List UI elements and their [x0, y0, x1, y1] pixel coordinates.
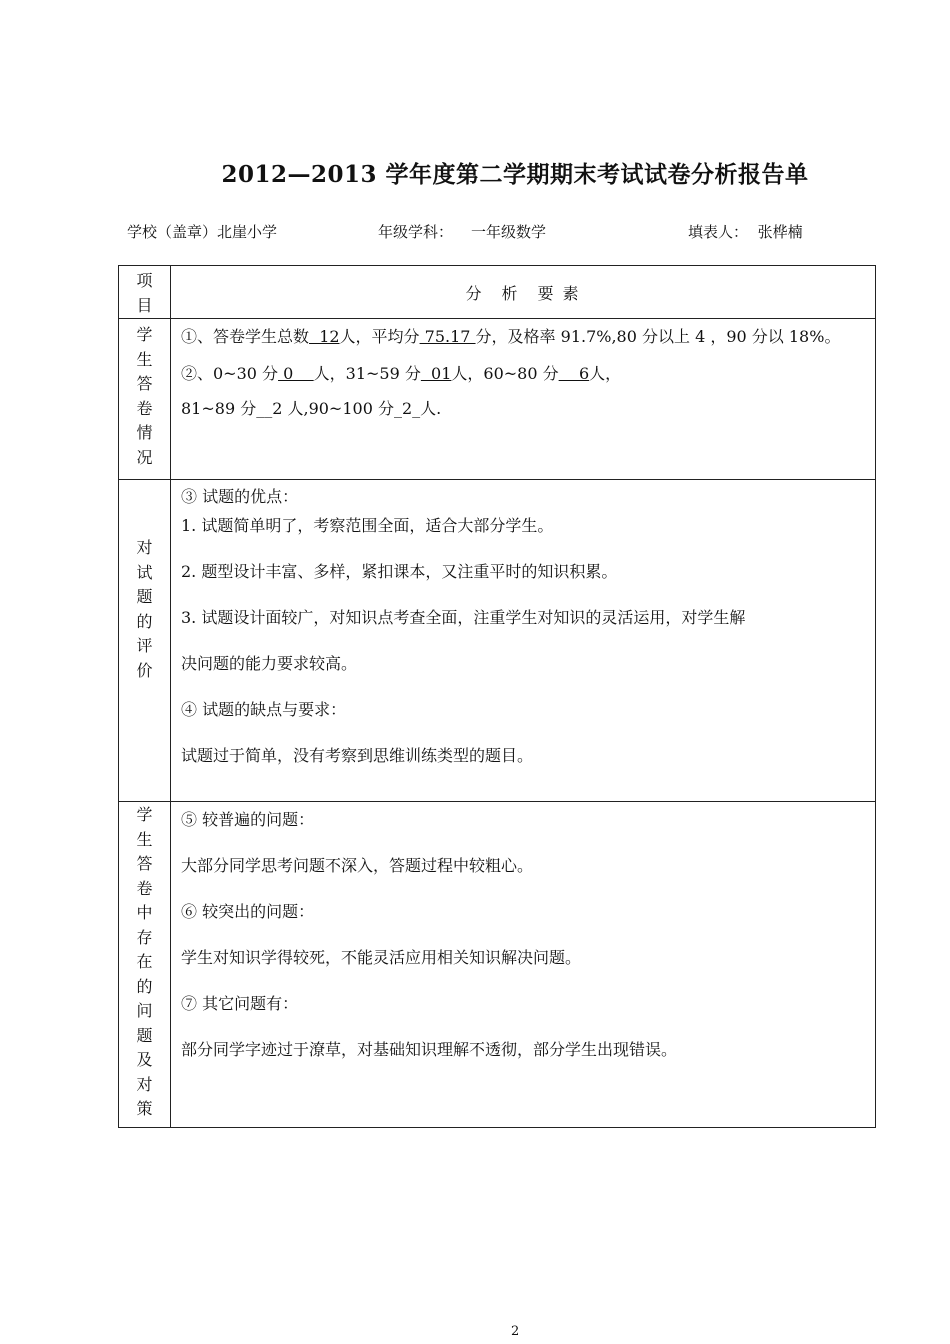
range-60-80: 6	[558, 364, 590, 383]
answer-status-label	[119, 319, 171, 480]
evaluation-line: ④ 试题的缺点与要求：	[181, 700, 347, 719]
label-char: 对	[136, 1074, 153, 1094]
answer-status-row	[119, 319, 876, 480]
label-char: 生	[136, 829, 153, 849]
evaluation-label	[119, 480, 171, 802]
filler-label: 填表人：	[688, 223, 749, 241]
analysis-header: 分 析 要 素	[171, 266, 876, 319]
school-field: 学校（盖章）北崖小学	[127, 223, 278, 241]
header-row	[119, 266, 876, 319]
label-char: 卷	[136, 878, 153, 898]
range-0-30: 0	[278, 364, 314, 383]
label-char: 存	[136, 927, 153, 947]
problems-row	[119, 802, 876, 1128]
label-char: 学	[136, 325, 153, 344]
grade-subject-field	[378, 221, 546, 242]
analysis-table	[118, 265, 876, 1128]
label-char: 评	[136, 636, 153, 655]
label-char: 题	[136, 587, 153, 606]
item-header-char: 目	[136, 295, 153, 315]
problems-line: 大部分同学思考问题不深入，答题过程中较粗心。	[181, 856, 534, 875]
problems-line: ⑥ 较突出的问题：	[181, 902, 315, 921]
grade-subject-value: 一年级数学	[471, 223, 547, 241]
item-header	[119, 266, 171, 319]
label-char: 的	[136, 611, 153, 631]
page-number: 2	[511, 1324, 520, 1339]
label-char: 情	[136, 423, 153, 442]
label-char: 答	[136, 374, 153, 393]
total-students: 12	[309, 327, 340, 346]
label-char: 题	[136, 1025, 153, 1045]
problems-label	[119, 802, 171, 1128]
label-char: 试	[136, 562, 153, 582]
label-char: 答	[136, 854, 153, 873]
report-title: 2012—2013 学年度第二学期期末考试试卷分析报告单	[221, 161, 809, 188]
text: 人，	[589, 364, 622, 383]
text: 分，及格率 91.7%,80 分以上 4 ，90 分以 18%。	[475, 327, 841, 346]
range-31-59: 01	[420, 364, 452, 383]
label-char: 况	[136, 447, 153, 467]
text: 人，31~59 分	[313, 364, 421, 383]
label-char: 及	[136, 1050, 153, 1069]
evaluation-line: 决问题的能力要求较高。	[181, 654, 358, 673]
problems-line: 学生对知识学得较死，不能灵活应用相关知识解决问题。	[181, 948, 582, 967]
evaluation-line: 2. 题型设计丰富、多样，紧扣课本，又注重平时的知识积累。	[181, 562, 618, 581]
text: ②、0~30 分	[181, 364, 279, 383]
label-char: 卷	[136, 398, 153, 418]
label-char: 在	[136, 952, 153, 971]
label-char: 问	[136, 1001, 153, 1020]
grade-subject-label: 年级学科：	[378, 223, 454, 241]
evaluation-content	[171, 480, 876, 802]
filler-value: 张桦楠	[757, 223, 803, 241]
answer-status-content	[171, 319, 876, 480]
stats-line-3: 81~89 分__2 人,90~100 分_2_人.	[181, 399, 442, 418]
evaluation-line: 试题过于简单，没有考察到思维训练类型的题目。	[181, 746, 534, 765]
evaluation-line: ③ 试题的优点：	[181, 487, 299, 506]
problems-content	[171, 802, 876, 1128]
problems-line: ⑤ 较普遍的问题：	[181, 810, 315, 829]
problems-line: ⑦ 其它问题有：	[181, 994, 299, 1013]
label-char: 策	[136, 1099, 153, 1118]
problems-line: 部分同学字迹过于潦草，对基础知识理解不透彻，部分学生出现错误。	[181, 1040, 678, 1059]
label-char: 中	[136, 903, 153, 922]
text: 人，60~80 分	[451, 364, 559, 383]
stats-line-1	[171, 324, 875, 347]
label-char: 对	[136, 538, 153, 557]
evaluation-line: 1. 试题简单明了，考察范围全面，适合大部分学生。	[181, 516, 554, 535]
average-score: 75.17	[419, 327, 476, 346]
text: 人，平均分	[339, 327, 420, 346]
filler-field	[688, 221, 803, 242]
evaluation-line: 3. 试题设计面较广，对知识点考查全面，注重学生对知识的灵活运用，对学生解	[181, 608, 746, 627]
label-char: 生	[136, 349, 153, 369]
item-header-char: 项	[136, 271, 153, 290]
label-char: 学	[136, 805, 153, 824]
text: ①、答卷学生总数	[181, 327, 310, 346]
label-char: 的	[136, 976, 153, 996]
stats-line-2	[171, 361, 875, 384]
evaluation-row	[119, 480, 876, 802]
label-char: 价	[136, 660, 153, 680]
